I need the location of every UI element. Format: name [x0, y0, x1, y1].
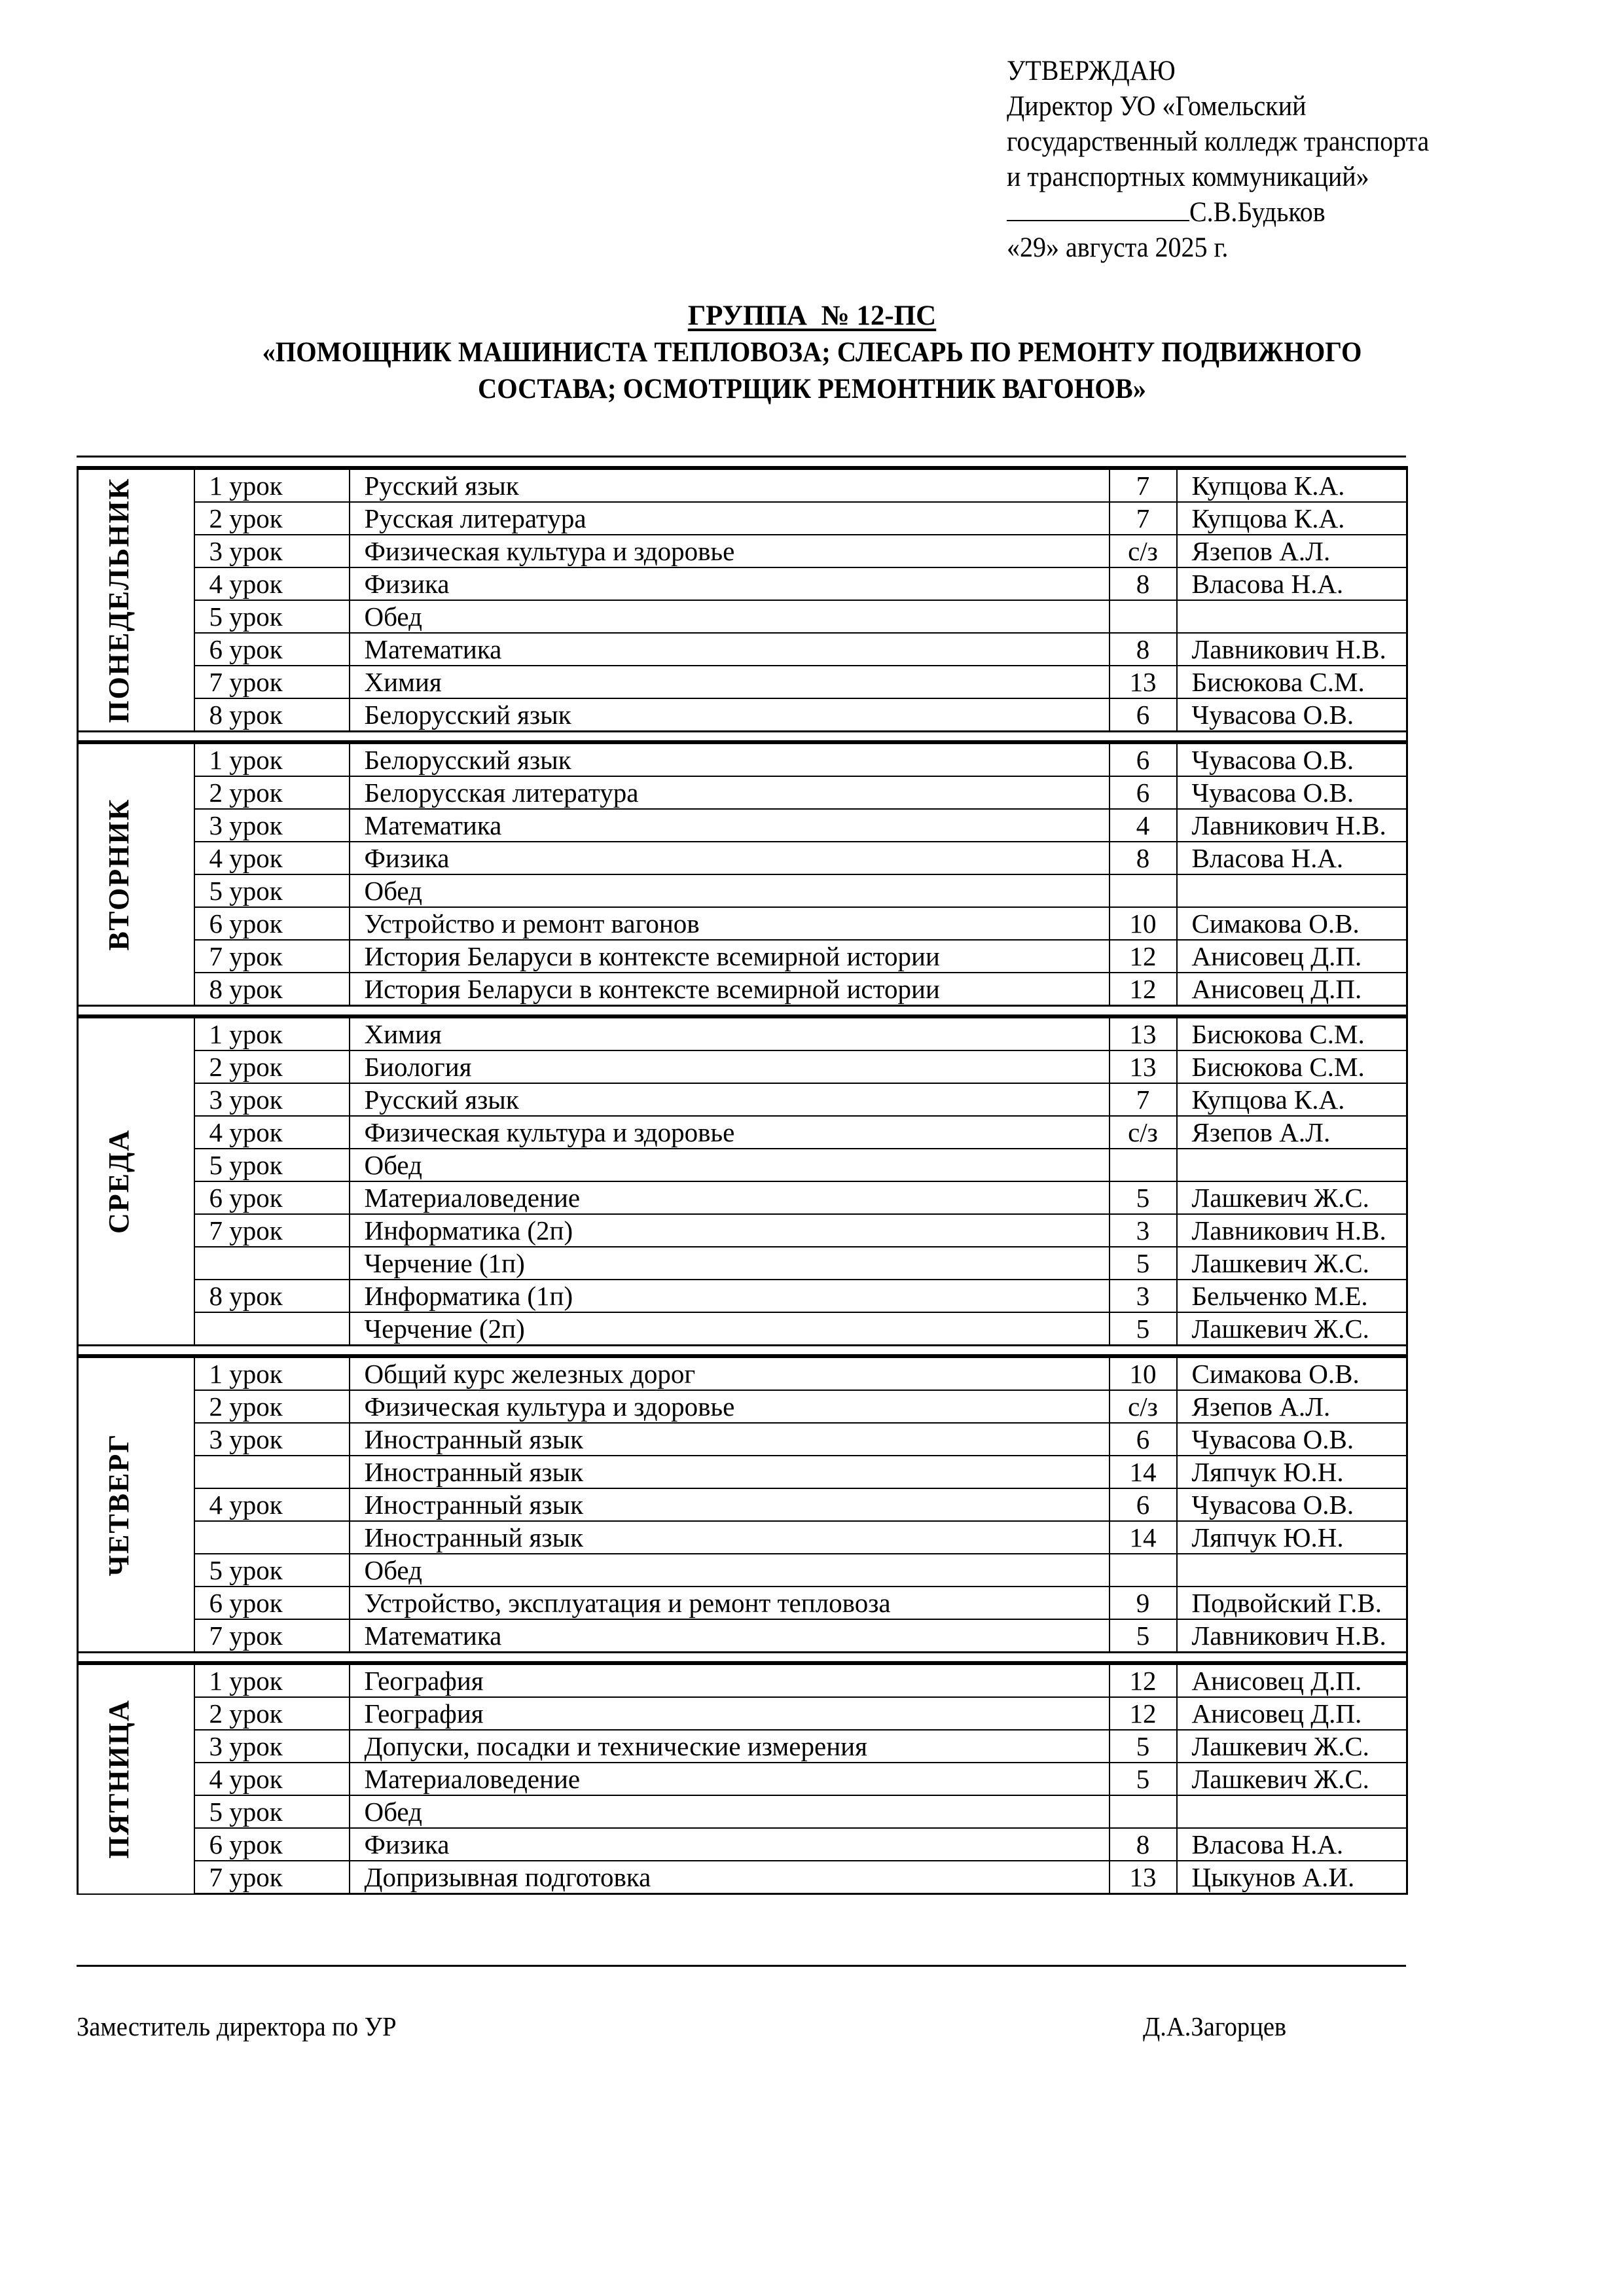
table-row	[78, 1619, 1407, 1653]
table-row	[78, 1861, 1407, 1894]
teacher-cell: Лашкевич Ж.С.	[1177, 1181, 1407, 1214]
lesson-cell: 3 урок	[194, 1423, 350, 1456]
lesson-cell: 1 урок	[194, 742, 350, 776]
table-bottom-rule	[77, 1965, 1406, 1967]
table-row	[78, 874, 1407, 907]
room-cell: 7	[1110, 468, 1177, 502]
room-cell: 12	[1110, 973, 1177, 1006]
subject-cell: Черчение (1п)	[350, 1247, 1110, 1280]
subject-cell: Русский язык	[350, 1083, 1110, 1116]
teacher-cell: Анисовец Д.П.	[1177, 1663, 1407, 1697]
lesson-cell: 4 урок	[194, 567, 350, 600]
subject-cell: Химия	[350, 1016, 1110, 1050]
subject-cell: География	[350, 1663, 1110, 1697]
day-label: СРЕДА	[103, 1128, 135, 1234]
teacher-cell: Чувасова О.В.	[1177, 1423, 1407, 1456]
teacher-cell: Власова Н.А.	[1177, 1828, 1407, 1861]
room-cell: 12	[1110, 940, 1177, 973]
teacher-cell: Язепов А.Л.	[1177, 1116, 1407, 1149]
teacher-cell	[1177, 600, 1407, 633]
teacher-cell: Бисюкова С.М.	[1177, 666, 1407, 698]
approval-line-1: Директор УО «Гомельский	[1007, 91, 1307, 122]
lesson-cell: 6 урок	[194, 907, 350, 940]
table-row	[78, 633, 1407, 666]
lesson-cell: 3 урок	[194, 809, 350, 842]
room-cell: 9	[1110, 1587, 1177, 1619]
room-cell: 14	[1110, 1521, 1177, 1554]
table-row	[78, 1356, 1407, 1390]
lesson-cell: 3 урок	[194, 1730, 350, 1763]
room-cell: 6	[1110, 776, 1177, 809]
lesson-cell: 4 урок	[194, 842, 350, 874]
teacher-cell: Бисюкова С.М.	[1177, 1050, 1407, 1083]
room-cell: 5	[1110, 1181, 1177, 1214]
lesson-cell: 3 урок	[194, 535, 350, 567]
lesson-cell: 4 урок	[194, 1488, 350, 1521]
lesson-cell: 2 урок	[194, 776, 350, 809]
subject-cell: Иностранный язык	[350, 1423, 1110, 1456]
lesson-cell: 5 урок	[194, 1795, 350, 1828]
subject-cell: Допризывная подготовка	[350, 1861, 1110, 1894]
subject-cell: Физика	[350, 567, 1110, 600]
approval-heading: УТВЕРЖДАЮ	[1007, 56, 1176, 86]
table-row	[78, 1554, 1407, 1587]
lesson-cell: 2 урок	[194, 502, 350, 535]
room-cell: 13	[1110, 1050, 1177, 1083]
room-cell: 6	[1110, 1488, 1177, 1521]
teacher-cell: Власова Н.А.	[1177, 567, 1407, 600]
table-row	[78, 1587, 1407, 1619]
teacher-cell: Лавникович Н.В.	[1177, 633, 1407, 666]
room-cell	[1110, 600, 1177, 633]
approval-block	[1007, 54, 1429, 266]
room-cell: 13	[1110, 1861, 1177, 1894]
teacher-cell: Язепов А.Л.	[1177, 535, 1407, 567]
subject-cell: Обед	[350, 1554, 1110, 1587]
lesson-cell: 7 урок	[194, 666, 350, 698]
lesson-cell: 7 урок	[194, 1214, 350, 1247]
day-label: ЧЕТВЕРГ	[103, 1433, 135, 1577]
room-cell: 7	[1110, 1083, 1177, 1116]
table-row	[78, 1280, 1407, 1312]
room-cell	[1110, 1149, 1177, 1181]
teacher-cell: Анисовец Д.П.	[1177, 1697, 1407, 1730]
teacher-cell: Симакова О.В.	[1177, 907, 1407, 940]
room-cell: 8	[1110, 567, 1177, 600]
room-cell: 13	[1110, 1016, 1177, 1050]
specialty-line-1: «ПОМОЩНИК МАШИНИСТА ТЕПЛОВОЗА; СЛЕСАРЬ ПО РЕМОНТУ ПОДВИЖНОГО	[262, 337, 1362, 368]
teacher-cell: Бельченко М.Е.	[1177, 1280, 1407, 1312]
table-row	[78, 666, 1407, 698]
room-cell: 8	[1110, 633, 1177, 666]
lesson-cell: 5 урок	[194, 600, 350, 633]
table-row	[78, 1456, 1407, 1488]
table-row	[78, 1247, 1407, 1280]
table-row	[78, 809, 1407, 842]
lesson-cell	[194, 1247, 350, 1280]
table-row	[78, 1488, 1407, 1521]
room-cell: 12	[1110, 1697, 1177, 1730]
teacher-cell: Чувасова О.В.	[1177, 698, 1407, 732]
table-row	[78, 1116, 1407, 1149]
table-row	[78, 1149, 1407, 1181]
table-row	[78, 1763, 1407, 1795]
table-row	[78, 1521, 1407, 1554]
lesson-cell: 8 урок	[194, 698, 350, 732]
room-cell: 10	[1110, 907, 1177, 940]
lesson-cell: 7 урок	[194, 1619, 350, 1653]
lesson-cell: 1 урок	[194, 468, 350, 502]
table-row	[78, 600, 1407, 633]
table-row	[78, 1083, 1407, 1116]
teacher-cell: Бисюкова С.М.	[1177, 1016, 1407, 1050]
room-cell: 10	[1110, 1356, 1177, 1390]
room-cell: 6	[1110, 742, 1177, 776]
lesson-cell: 4 урок	[194, 1763, 350, 1795]
room-cell	[1110, 1554, 1177, 1587]
table-row	[78, 940, 1407, 973]
teacher-cell: Чувасова О.В.	[1177, 776, 1407, 809]
schedule-table	[77, 466, 1408, 1895]
room-cell: 3	[1110, 1280, 1177, 1312]
room-cell: 5	[1110, 1312, 1177, 1346]
subject-cell: Математика	[350, 1619, 1110, 1653]
teacher-cell: Лавникович Н.В.	[1177, 1619, 1407, 1653]
table-row	[78, 1312, 1407, 1346]
table-row	[78, 1795, 1407, 1828]
subject-cell: Устройство и ремонт вагонов	[350, 907, 1110, 940]
table-row	[78, 502, 1407, 535]
teacher-cell: Чувасова О.В.	[1177, 1488, 1407, 1521]
day-label: ВТОРНИК	[103, 798, 135, 951]
day-cell	[78, 468, 194, 732]
day-label: ПЯТНИЦА	[103, 1699, 135, 1859]
subject-cell: Обед	[350, 1795, 1110, 1828]
subject-cell: Физика	[350, 1828, 1110, 1861]
teacher-cell	[1177, 1554, 1407, 1587]
room-cell: 6	[1110, 1423, 1177, 1456]
room-cell: 5	[1110, 1247, 1177, 1280]
teacher-cell: Симакова О.В.	[1177, 1356, 1407, 1390]
day-cell	[78, 1663, 194, 1894]
lesson-cell: 7 урок	[194, 940, 350, 973]
lesson-cell	[194, 1312, 350, 1346]
group-title: ГРУППА № 12-ПС	[687, 300, 937, 331]
approval-date: «29» августа 2025 г.	[1007, 232, 1229, 263]
lesson-cell	[194, 1456, 350, 1488]
teacher-cell: Анисовец Д.П.	[1177, 973, 1407, 1006]
teacher-cell: Ляпчук Ю.Н.	[1177, 1456, 1407, 1488]
day-separator	[78, 1653, 1407, 1664]
room-cell: 13	[1110, 666, 1177, 698]
subject-cell: Физическая культура и здоровье	[350, 1390, 1110, 1423]
footer-position: Заместитель директора по УР	[77, 2011, 397, 2041]
subject-cell: Обед	[350, 600, 1110, 633]
subject-cell: Материаловедение	[350, 1763, 1110, 1795]
table-row	[78, 698, 1407, 732]
lesson-cell: 7 урок	[194, 1861, 350, 1894]
subject-cell: Физика	[350, 842, 1110, 874]
room-cell: 7	[1110, 502, 1177, 535]
separator-cell	[78, 1653, 1407, 1664]
teacher-cell: Подвойский Г.В.	[1177, 1587, 1407, 1619]
room-cell: с/з	[1110, 535, 1177, 567]
day-separator	[78, 732, 1407, 743]
lesson-cell: 5 урок	[194, 1149, 350, 1181]
lesson-cell: 1 урок	[194, 1016, 350, 1050]
table-row	[78, 842, 1407, 874]
room-cell	[1110, 874, 1177, 907]
lesson-cell: 6 урок	[194, 633, 350, 666]
room-cell	[1110, 1795, 1177, 1828]
table-row	[78, 1181, 1407, 1214]
subject-cell: Белорусская литература	[350, 776, 1110, 809]
table-row	[78, 1697, 1407, 1730]
teacher-cell: Лашкевич Ж.С.	[1177, 1247, 1407, 1280]
teacher-cell: Ляпчук Ю.Н.	[1177, 1521, 1407, 1554]
table-row	[78, 1050, 1407, 1083]
subject-cell: Математика	[350, 809, 1110, 842]
approval-line-2: государственный колледж транспорта	[1007, 126, 1430, 157]
lesson-cell: 2 урок	[194, 1390, 350, 1423]
subject-cell: Устройство, эксплуатация и ремонт тепловоза	[350, 1587, 1110, 1619]
signature-line	[1007, 195, 1189, 221]
room-cell: с/з	[1110, 1390, 1177, 1423]
teacher-cell: Анисовец Д.П.	[1177, 940, 1407, 973]
table-row	[78, 1730, 1407, 1763]
day-separator	[78, 1346, 1407, 1357]
subject-cell: Иностранный язык	[350, 1456, 1110, 1488]
specialty-line-2: СОСТАВА; ОСМОТРЩИК РЕМОНТНИК ВАГОНОВ»	[478, 374, 1146, 404]
room-cell: 6	[1110, 698, 1177, 732]
lesson-cell: 1 урок	[194, 1356, 350, 1390]
subject-cell: История Беларуси в контексте всемирной истории	[350, 940, 1110, 973]
subject-cell: Материаловедение	[350, 1181, 1110, 1214]
table-row	[78, 1663, 1407, 1697]
room-cell: 12	[1110, 1663, 1177, 1697]
subject-cell: Допуски, посадки и технические измерения	[350, 1730, 1110, 1763]
table-row	[78, 1016, 1407, 1050]
day-label: ПОНЕДЕЛЬНИК	[103, 477, 135, 723]
subject-cell: Белорусский язык	[350, 742, 1110, 776]
subject-cell: Информатика (1п)	[350, 1280, 1110, 1312]
lesson-cell: 6 урок	[194, 1587, 350, 1619]
table-row	[78, 468, 1407, 502]
subject-cell: Черчение (2п)	[350, 1312, 1110, 1346]
teacher-cell: Власова Н.А.	[1177, 842, 1407, 874]
table-row	[78, 973, 1407, 1006]
subject-cell: Информатика (2п)	[350, 1214, 1110, 1247]
teacher-cell: Лавникович Н.В.	[1177, 809, 1407, 842]
teacher-cell: Цыкунов А.И.	[1177, 1861, 1407, 1894]
lesson-cell: 6 урок	[194, 1828, 350, 1861]
separator-cell	[78, 1346, 1407, 1357]
table-row	[78, 1423, 1407, 1456]
table-row	[78, 567, 1407, 600]
table-row	[78, 1828, 1407, 1861]
teacher-cell	[1177, 1795, 1407, 1828]
room-cell: с/з	[1110, 1116, 1177, 1149]
subject-cell: Иностранный язык	[350, 1521, 1110, 1554]
day-cell	[78, 1016, 194, 1346]
lesson-cell: 4 урок	[194, 1116, 350, 1149]
teacher-cell: Чувасова О.В.	[1177, 742, 1407, 776]
table-row	[78, 776, 1407, 809]
day-cell	[78, 742, 194, 1006]
teacher-cell: Купцова К.А.	[1177, 1083, 1407, 1116]
room-cell: 3	[1110, 1214, 1177, 1247]
subject-cell: Русский язык	[350, 468, 1110, 502]
lesson-cell: 2 урок	[194, 1050, 350, 1083]
approval-signature	[1007, 195, 1429, 230]
teacher-cell: Лашкевич Ж.С.	[1177, 1312, 1407, 1346]
teacher-cell: Лашкевич Ж.С.	[1177, 1730, 1407, 1763]
subject-cell: История Беларуси в контексте всемирной истории	[350, 973, 1110, 1006]
lesson-cell: 5 урок	[194, 874, 350, 907]
lesson-cell	[194, 1521, 350, 1554]
teacher-cell: Лавникович Н.В.	[1177, 1214, 1407, 1247]
table-row	[78, 1214, 1407, 1247]
teacher-cell	[1177, 1149, 1407, 1181]
room-cell: 5	[1110, 1763, 1177, 1795]
subject-cell: Физическая культура и здоровье	[350, 535, 1110, 567]
lesson-cell: 8 урок	[194, 1280, 350, 1312]
approval-line-3: и транспортных коммуникаций»	[1007, 162, 1369, 192]
lesson-cell: 2 урок	[194, 1697, 350, 1730]
room-cell: 8	[1110, 842, 1177, 874]
subject-cell: Физическая культура и здоровье	[350, 1116, 1110, 1149]
subject-cell: Математика	[350, 633, 1110, 666]
lesson-cell: 3 урок	[194, 1083, 350, 1116]
lesson-cell: 6 урок	[194, 1181, 350, 1214]
room-cell: 5	[1110, 1619, 1177, 1653]
table-top-rule	[77, 456, 1406, 457]
footer-signatory: Д.А.Загорцев	[1143, 2011, 1287, 2041]
table-row	[78, 907, 1407, 940]
approval-signature-name: С.В.Будьков	[1189, 197, 1326, 228]
table-row	[78, 535, 1407, 567]
teacher-cell: Купцова К.А.	[1177, 468, 1407, 502]
table-row	[78, 742, 1407, 776]
teacher-cell: Язепов А.Л.	[1177, 1390, 1407, 1423]
subject-cell: Биология	[350, 1050, 1110, 1083]
room-cell: 8	[1110, 1828, 1177, 1861]
separator-cell	[78, 1006, 1407, 1017]
room-cell: 14	[1110, 1456, 1177, 1488]
page-title	[0, 298, 1624, 408]
subject-cell: Белорусский язык	[350, 698, 1110, 732]
lesson-cell: 1 урок	[194, 1663, 350, 1697]
subject-cell: Обед	[350, 1149, 1110, 1181]
subject-cell: Общий курс железных дорог	[350, 1356, 1110, 1390]
subject-cell: Обед	[350, 874, 1110, 907]
teacher-cell	[1177, 874, 1407, 907]
subject-cell: География	[350, 1697, 1110, 1730]
day-cell	[78, 1356, 194, 1653]
subject-cell: Иностранный язык	[350, 1488, 1110, 1521]
separator-cell	[78, 732, 1407, 743]
day-separator	[78, 1006, 1407, 1017]
teacher-cell: Лашкевич Ж.С.	[1177, 1763, 1407, 1795]
room-cell: 5	[1110, 1730, 1177, 1763]
lesson-cell: 5 урок	[194, 1554, 350, 1587]
subject-cell: Химия	[350, 666, 1110, 698]
table-row	[78, 1390, 1407, 1423]
room-cell: 4	[1110, 809, 1177, 842]
lesson-cell: 8 урок	[194, 973, 350, 1006]
teacher-cell: Купцова К.А.	[1177, 502, 1407, 535]
subject-cell: Русская литература	[350, 502, 1110, 535]
